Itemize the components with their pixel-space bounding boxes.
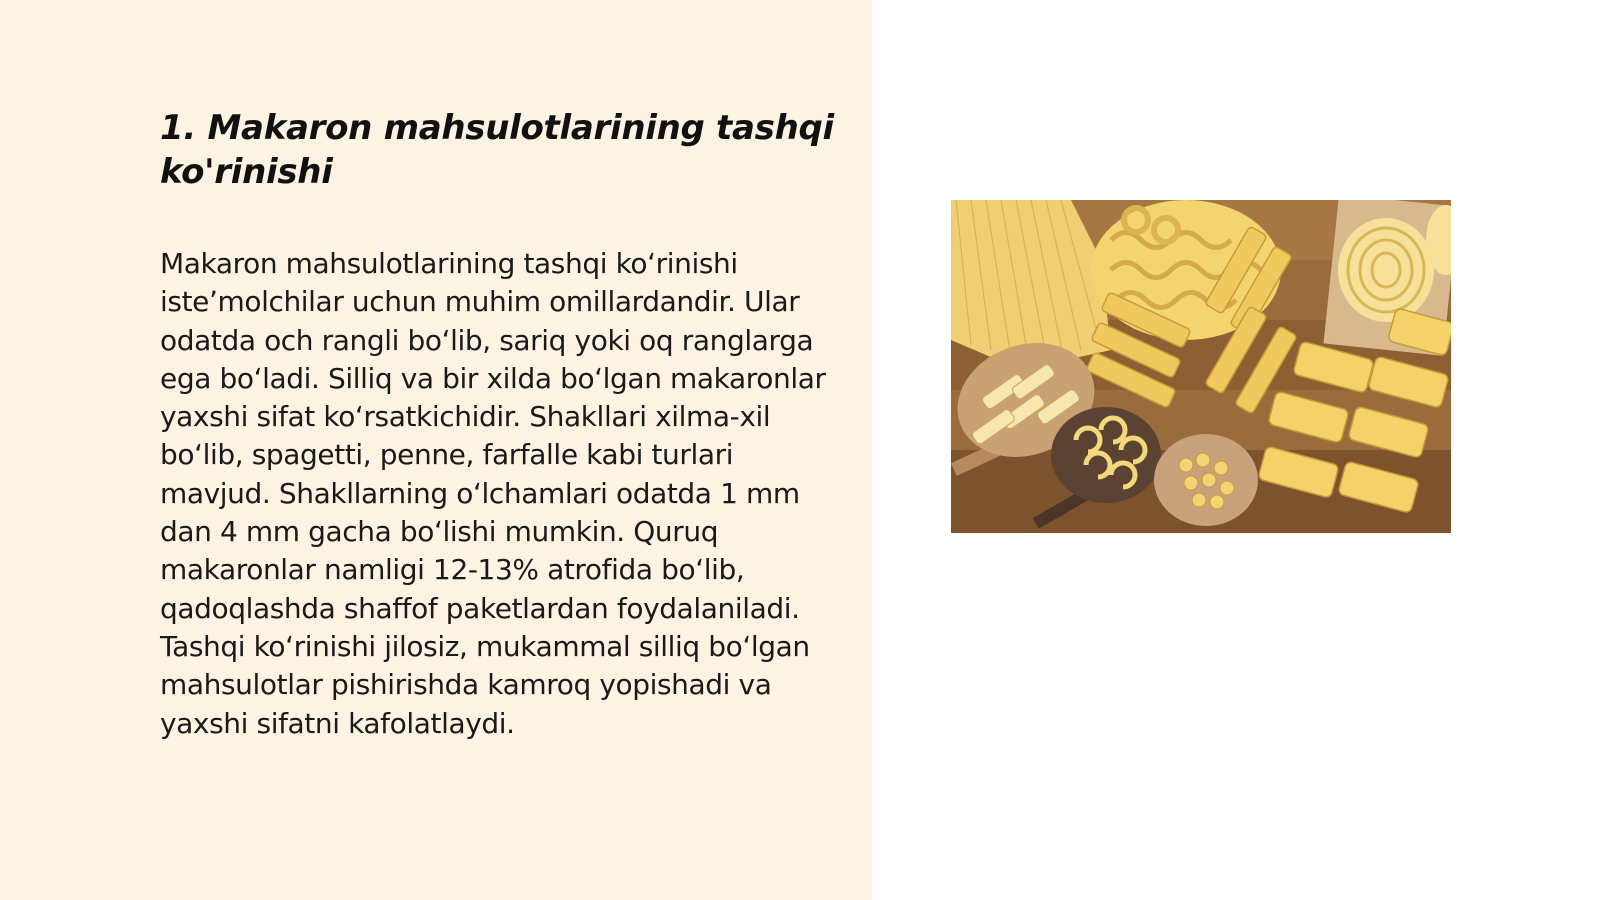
- slide-body-text: Makaron mahsulotlarining tashqi koʻrinishi isteʼmolchilar uchun muhim omillardandir. Ular odatda och rangli boʻlib, sariq yoki oq ranglarga ega boʻladi. Silliq va bir xilda boʻlgan makaronlar yaxshi sifat koʻrsatkichidir. Shakllari xilma-xil boʻlib, spagetti, penne, farfalle kabi turlari mavjud. Shakllarning oʻlchamlari odatda 1 mm dan 4 mm gacha boʻlishi mumkin. Quruq makaronlar namligi 12-13% atrofida boʻlib, qadoqlashda shaffof paketlardan foydalaniladi. Tashqi koʻrinishi jilosiz, mukammal silliq boʻlgan mahsulotlar pishirishda kamroq yopishadi va yaxshi sifatni kafolatlaydi.: [160, 247, 826, 740]
- ditalini-bowl: [1154, 434, 1258, 526]
- pasta-photo: [951, 200, 1451, 533]
- slide-title: 1. Makaron mahsulotlarining tashqi ko'rinishi: [160, 108, 834, 192]
